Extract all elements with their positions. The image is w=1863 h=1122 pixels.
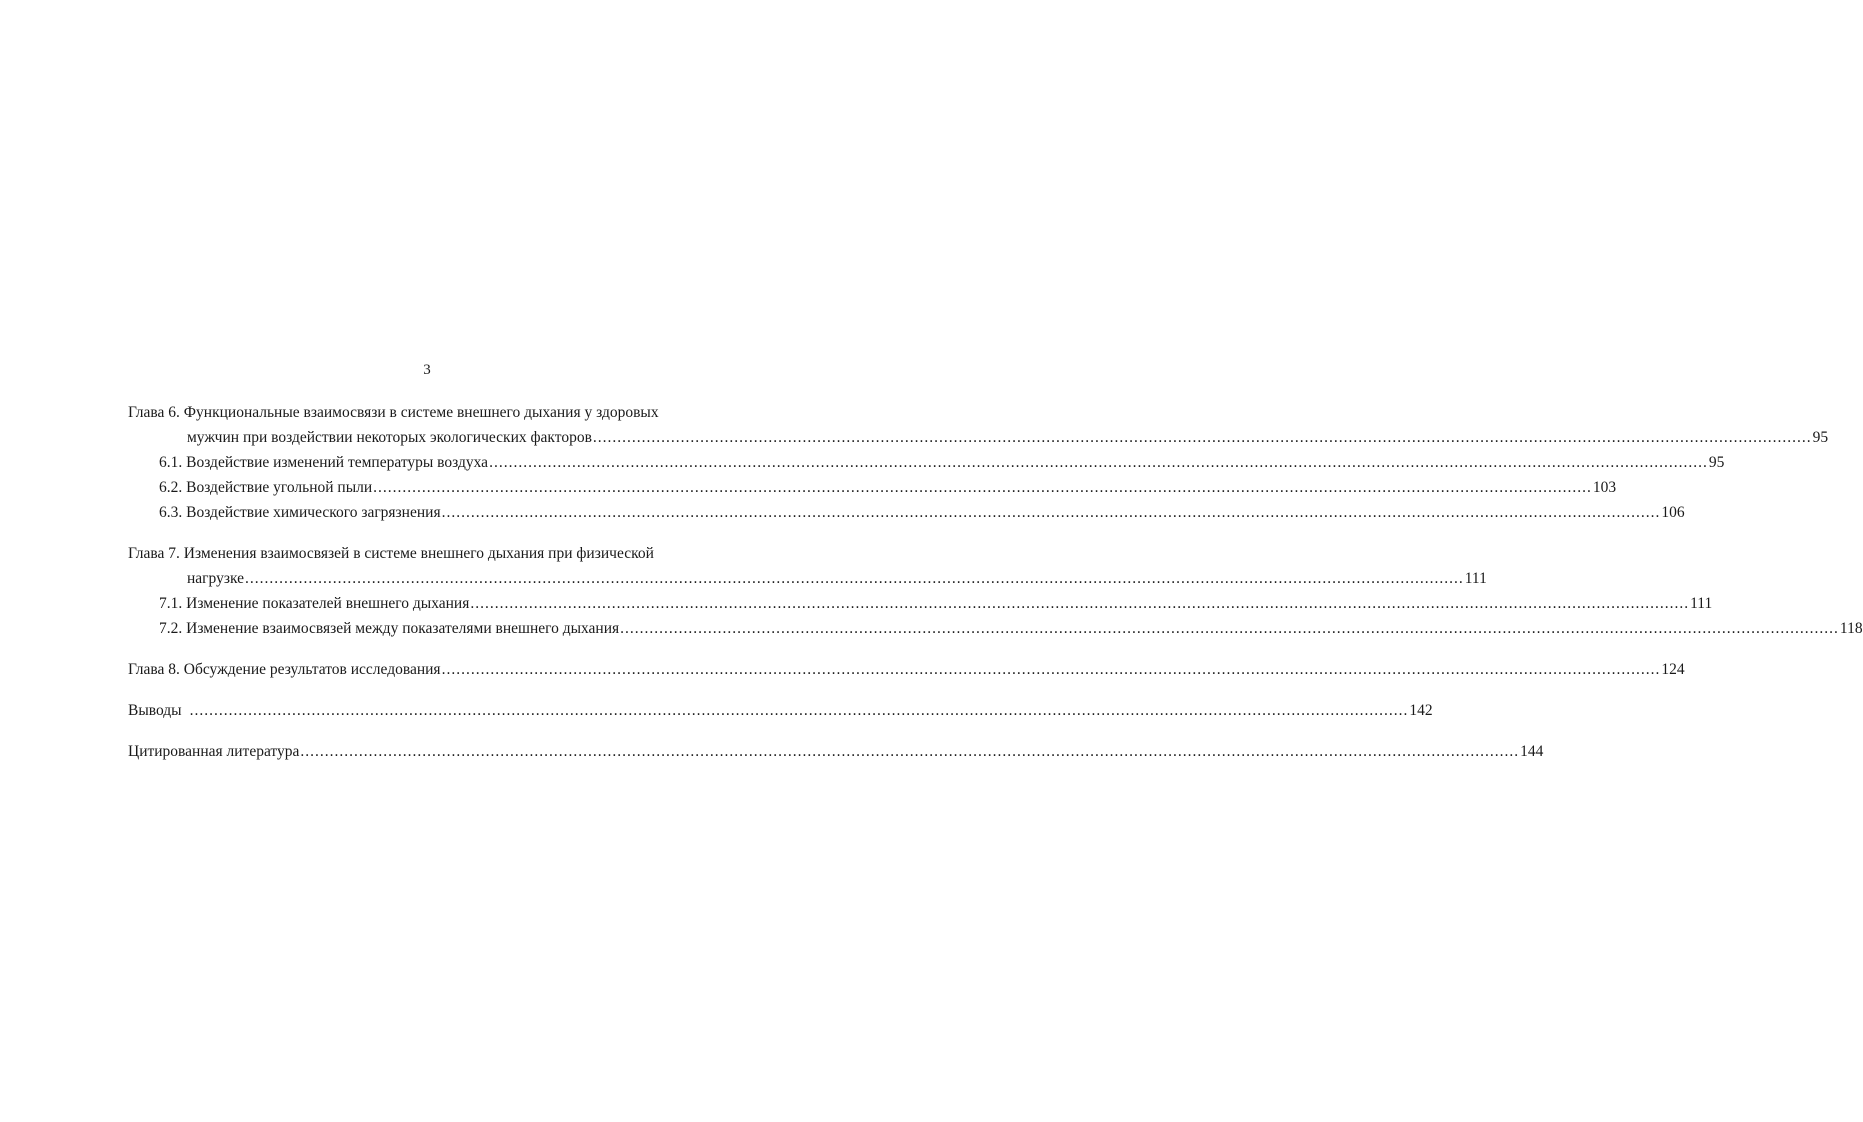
toc-chapter-7-line1: Глава 7. Изменения взаимосвязей в системе внешнего дыхания при физической (128, 545, 654, 562)
page-number: 3 (423, 362, 431, 378)
leader-dots (245, 566, 1464, 591)
toc-section-6-2[interactable] (128, 475, 1617, 500)
toc-section-page: 103 (1592, 479, 1617, 496)
toc-chapter-7-line2: нагрузке (187, 570, 244, 587)
toc-chapter-6-entry[interactable] (128, 425, 1829, 450)
toc-conclusions-page: 142 (1409, 702, 1433, 719)
toc-section-6-1[interactable] (128, 450, 1725, 475)
leader-dots (190, 698, 1409, 723)
toc-section-7-1[interactable] (128, 591, 1713, 616)
toc-section-page: 118 (1839, 620, 1863, 637)
toc-section-title: 6.3. Воздействие химического загрязнения (159, 504, 441, 521)
toc-chapter-6-line2: мужчин при воздействии некоторых экологических факторов (187, 429, 592, 446)
toc-conclusions-entry[interactable] (128, 698, 1433, 723)
toc-section-title: 7.1. Изменение показателей внешнего дыхания (159, 595, 470, 612)
toc-chapter-8-page: 124 (1661, 661, 1685, 678)
spacer (128, 641, 728, 657)
toc-section-title: 6.1. Воздействие изменений температуры воздуха (159, 454, 489, 471)
leader-dots (470, 591, 1689, 616)
leader-dots (489, 450, 1708, 475)
toc-references-page: 144 (1520, 743, 1544, 760)
toc-section-page: 95 (1708, 454, 1725, 471)
toc-references-title: Цитированная литература (128, 743, 300, 760)
spacer (128, 525, 728, 541)
toc-section-6-3[interactable] (128, 500, 1685, 525)
toc-section-7-2[interactable] (128, 616, 1863, 641)
leader-dots (442, 500, 1661, 525)
toc-section-title: 7.2. Изменение взаимосвязей между показателями внешнего дыхания (159, 620, 620, 637)
toc-chapter-7-entry[interactable] (128, 566, 1487, 591)
leader-dots (620, 616, 1839, 641)
spacer (128, 682, 728, 698)
toc-references-entry[interactable] (128, 739, 1544, 764)
leader-dots (442, 657, 1661, 682)
toc-chapter-7-title (128, 541, 728, 566)
toc-section-title: 6.2. Воздействие угольной пыли (159, 479, 373, 496)
toc-section-page: 111 (1690, 595, 1713, 612)
toc-chapter-6-title (128, 400, 728, 425)
toc-chapter-7-page: 111 (1464, 570, 1487, 587)
table-of-contents (128, 400, 1863, 764)
toc-chapter-6-line1: Глава 6. Функциональные взаимосвязи в системе внешнего дыхания у здоровых (128, 404, 659, 421)
toc-chapter-8-title: Глава 8. Обсуждение результатов исследования (128, 661, 441, 678)
leader-dots (373, 475, 1592, 500)
leader-dots (593, 425, 1812, 450)
toc-conclusions-title: Выводы (128, 702, 182, 719)
toc-section-page: 106 (1661, 504, 1685, 521)
toc-chapter-6-page: 95 (1812, 429, 1829, 446)
spacer (128, 723, 728, 739)
toc-chapter-8-entry[interactable] (128, 657, 1685, 682)
leader-dots (300, 739, 1519, 764)
